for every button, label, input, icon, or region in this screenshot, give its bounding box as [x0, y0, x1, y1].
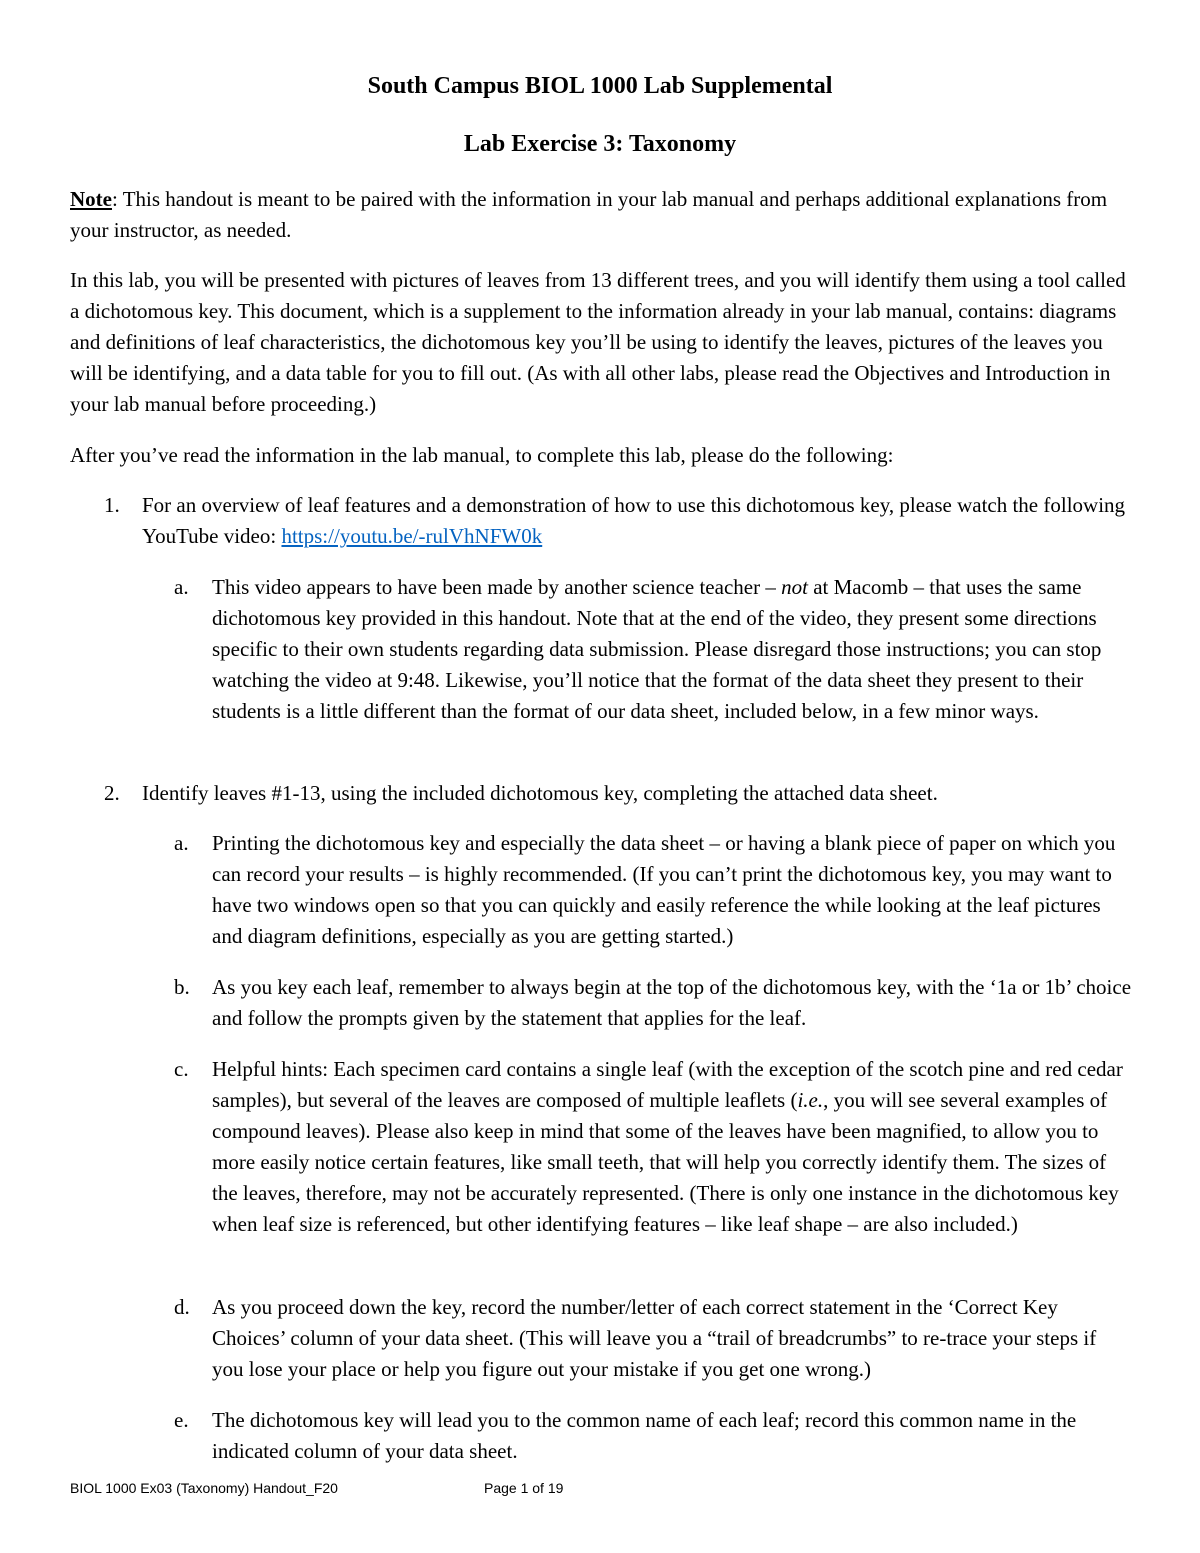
- substep-text: Printing the dichotomous key and especially the data sheet – or having a blank piece of paper on which you can record your results – is highly recommended. (If you can’t print the dichotomous key, you may want to have two windows open so that you can quickly and easily reference the while looking at the leaf pictures and diagram definitions, especially as you are getting started.): [212, 831, 1116, 948]
- youtube-link[interactable]: https://youtu.be/-rulVhNFW0k: [281, 524, 543, 548]
- substep-letter: a.: [174, 575, 189, 599]
- substep-text: As you key each leaf, remember to always begin at the top of the dichotomous key, with the ‘1a or 1b’ choice and follow the prompts given by the statement that applies for the leaf.: [212, 975, 1132, 1030]
- substep-letter: e.: [174, 1408, 189, 1432]
- document-title: South Campus BIOL 1000 Lab Supplemental: [367, 73, 833, 99]
- substep-letter: c.: [174, 1057, 189, 1081]
- document-subtitle: Lab Exercise 3: Taxonomy: [463, 131, 737, 157]
- substep-letter: a.: [174, 831, 189, 855]
- substep-text: [212, 572, 1132, 727]
- after-paragraph: After you’ve read the information in the lab manual, to complete this lab, please do the following:: [70, 443, 894, 467]
- step-number: 2.: [104, 781, 120, 805]
- substep-text-post: at Macomb – that uses the same dichotomous key provided in this handout. Note that at the end of the video, they present some directions specific to their own students regarding data submission. Please disregard those instructions; you can stop watching the video at 9:48. Likewise, you’ll notice that the format of the data sheet they present to their students is a little different than the format of our data sheet, included below, in a few minor ways.: [212, 575, 1102, 723]
- substep-text-pre: Helpful hints: Each specimen card contains a single leaf (with the exception of the scotch pine and red cedar samples), but several of the leaves are composed of multiple leaflets (: [212, 1057, 1123, 1112]
- note-text: : This handout is meant to be paired with the information in your lab manual and perhaps additional explanations from your instructor, as needed.: [70, 187, 1108, 242]
- substep-text: As you proceed down the key, record the number/letter of each correct statement in the ‘Correct Key Choices’ column of your data sheet. (This will leave you a “trail of breadcrumbs” to re-trace your steps if you lose your place or help you figure out your mistake if you get one wrong.): [212, 1295, 1097, 1381]
- substep-letter: b.: [174, 975, 190, 999]
- substep-text-pre: This video appears to have been made by another science teacher –: [212, 575, 782, 599]
- substep-letter: d.: [174, 1295, 190, 1319]
- footer-page-number: Page 1 of 19: [484, 1480, 564, 1496]
- substep-text: [212, 1054, 1132, 1240]
- substep-text: The dichotomous key will lead you to the common name of each leaf; record this common name in the indicated column of your data sheet.: [212, 1408, 1077, 1463]
- intro-paragraph: In this lab, you will be presented with pictures of leaves from 13 different trees, and you will identify them using a tool called a dichotomous key. This document, which is a supplement to the information already in your lab manual, contains: diagrams and definitions of leaf characteristics, the dichotomous key you’ll be using to identify the leaves, pictures of the leaves you will be identifying, and a data table for you to fill out. (As with all other labs, please read the Objectives and Introduction in your lab manual before proceeding.): [70, 268, 1126, 416]
- note-label: Note: [70, 187, 112, 211]
- step-text: Identify leaves #1-13, using the included dichotomous key, completing the attached data sheet.: [142, 781, 938, 805]
- note-paragraph: [70, 184, 1135, 246]
- step-text: [142, 490, 1132, 552]
- step-number: 1.: [104, 493, 120, 517]
- step-text-content: For an overview of leaf features and a demonstration of how to use this dichotomous key, please watch the following YouTube video:: [142, 493, 1126, 548]
- substep-text-emphasis: i.e.: [797, 1088, 824, 1112]
- footer-document-name: BIOL 1000 Ex03 (Taxonomy) Handout_F20: [70, 1480, 338, 1496]
- substep-text-emphasis: not: [781, 575, 808, 599]
- substep-text-post: , you will see several examples of compound leaves). Please also keep in mind that some of the leaves have been magnified, to allow you to more easily notice certain features, like small teeth, that will help you correctly identify them. The sizes of the leaves, therefore, may not be accurately represented. (There is only one instance in the dichotomous key when leaf size is referenced, but other identifying features – like leaf shape – are also included.): [212, 1088, 1119, 1236]
